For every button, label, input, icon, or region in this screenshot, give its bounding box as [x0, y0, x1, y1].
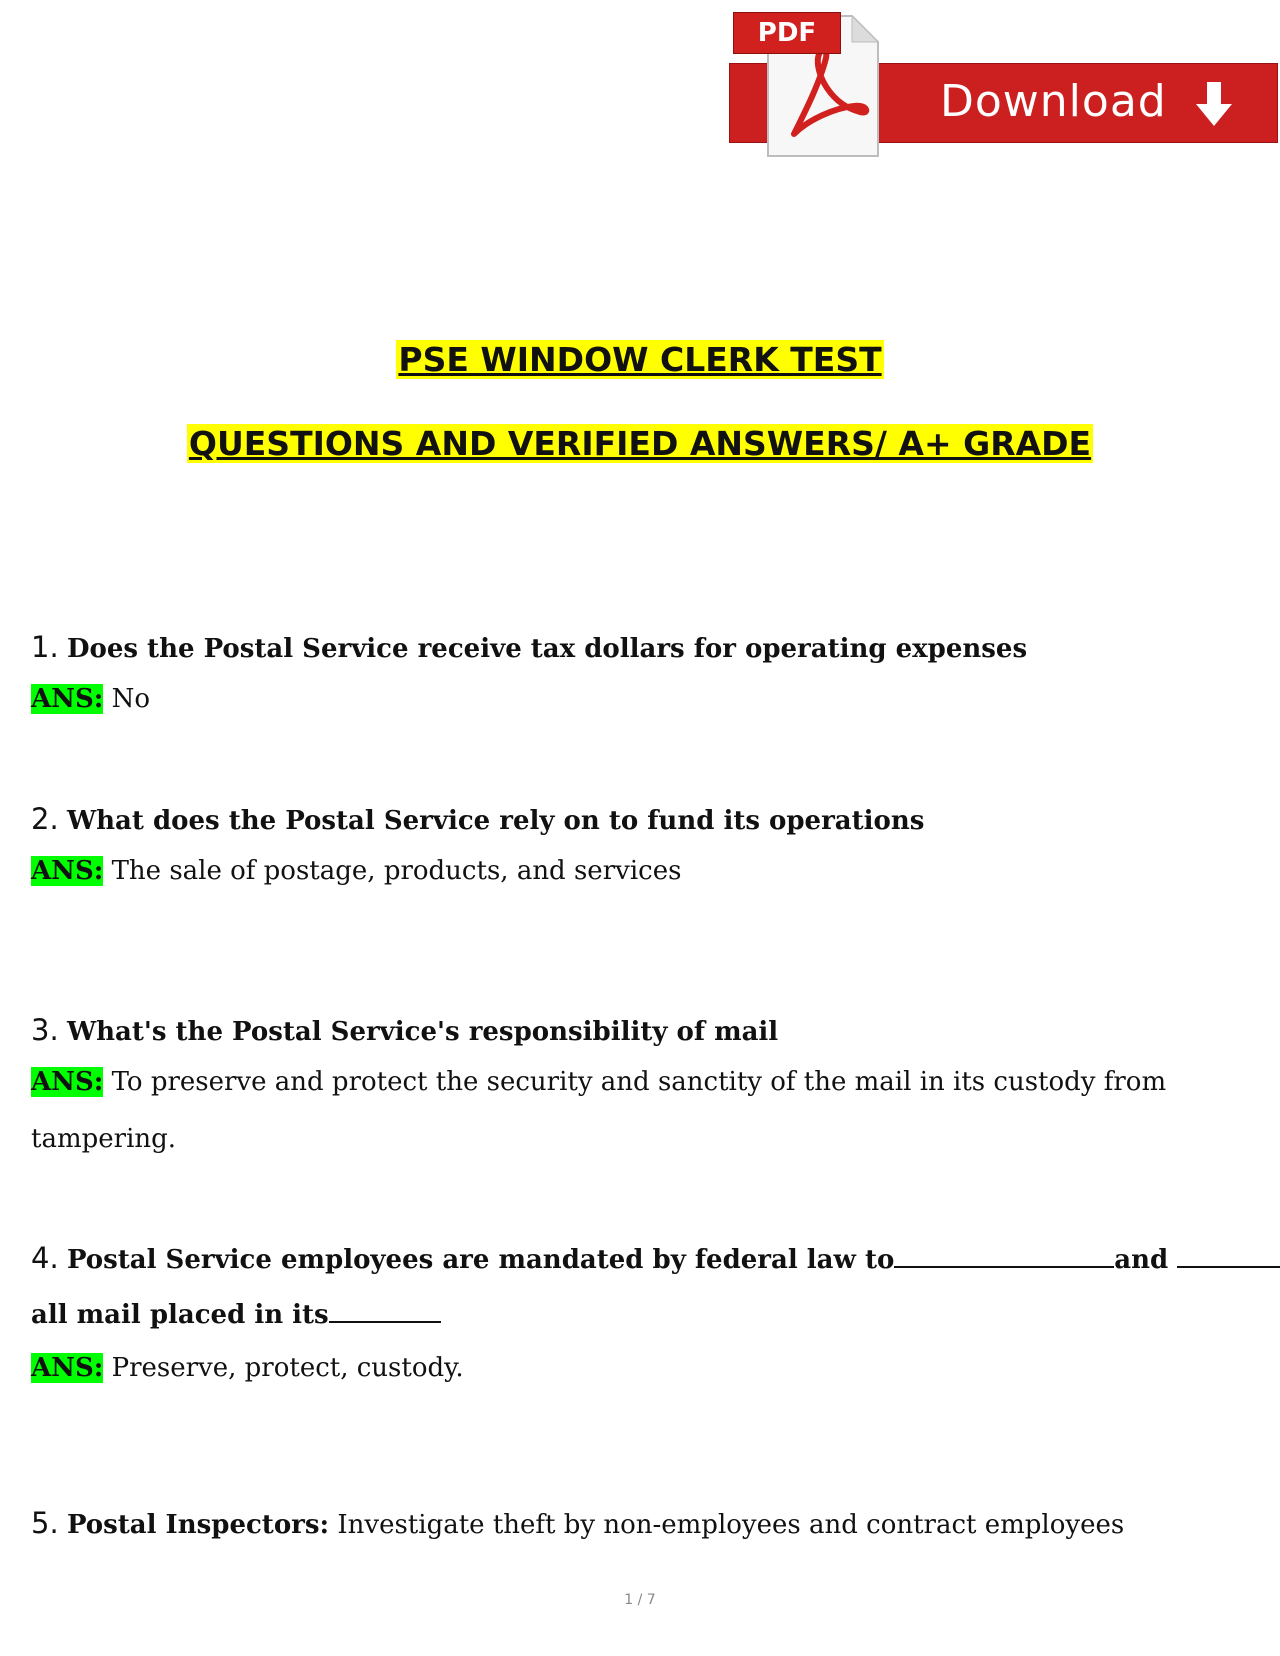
answer-text: To preserve and protect the security and sanctity of the mail in its custody from [111, 1067, 1167, 1097]
question-number: 3. [31, 1013, 59, 1047]
answer-text: No [111, 684, 150, 714]
answer-text: Preserve, protect, custody. [111, 1353, 464, 1383]
fill-in-blank [894, 1242, 1114, 1268]
answer-3-continued [31, 1124, 1261, 1154]
answer-2 [31, 856, 1261, 886]
question-number: 1. [31, 630, 59, 664]
question-text: What does the Postal Service rely on to fund its operations [66, 806, 925, 836]
question-text: Does the Postal Service receive tax dollars for operating expenses [66, 634, 1028, 664]
question-5 [31, 1506, 1261, 1540]
document-title: PSE WINDOW CLERK TEST [398, 340, 882, 379]
download-label[interactable]: Download [940, 76, 1167, 127]
term-label: Postal Inspectors: [66, 1510, 330, 1540]
question-2 [31, 802, 1261, 836]
question-4 [31, 1241, 1261, 1275]
question-text: What's the Postal Service's responsibility of mail [66, 1017, 779, 1047]
question-number: 2. [31, 802, 59, 836]
question-3 [31, 1013, 1261, 1047]
pdf-tag: PDF [733, 12, 841, 54]
answer-label: ANS: [31, 684, 104, 714]
question-number: 5. [31, 1506, 59, 1540]
document-subtitle: QUESTIONS AND VERIFIED ANSWERS/ A+ GRADE [188, 424, 1092, 463]
term-definition: Investigate theft by non-employees and contract employees [337, 1510, 1125, 1540]
question-text-continued: all mail placed in its [31, 1300, 329, 1330]
answer-text: The sale of postage, products, and services [111, 856, 682, 886]
question-text-and: and [1114, 1245, 1169, 1275]
answer-label: ANS: [31, 1353, 104, 1383]
fill-in-blank [1177, 1242, 1280, 1268]
question-4-continued [31, 1297, 1261, 1330]
download-arrow-icon[interactable] [1192, 80, 1236, 128]
answer-text-continued: tampering. [31, 1124, 177, 1154]
question-number: 4. [31, 1241, 59, 1275]
question-text: Postal Service employees are mandated by federal law to [66, 1245, 895, 1275]
page-indicator: 1 / 7 [624, 1592, 656, 1608]
fill-in-blank [329, 1297, 441, 1323]
answer-label: ANS: [31, 856, 104, 886]
answer-label: ANS: [31, 1067, 104, 1097]
answer-1 [31, 684, 1261, 714]
question-1 [31, 630, 1261, 664]
answer-4 [31, 1353, 1261, 1383]
answer-3 [31, 1067, 1261, 1097]
